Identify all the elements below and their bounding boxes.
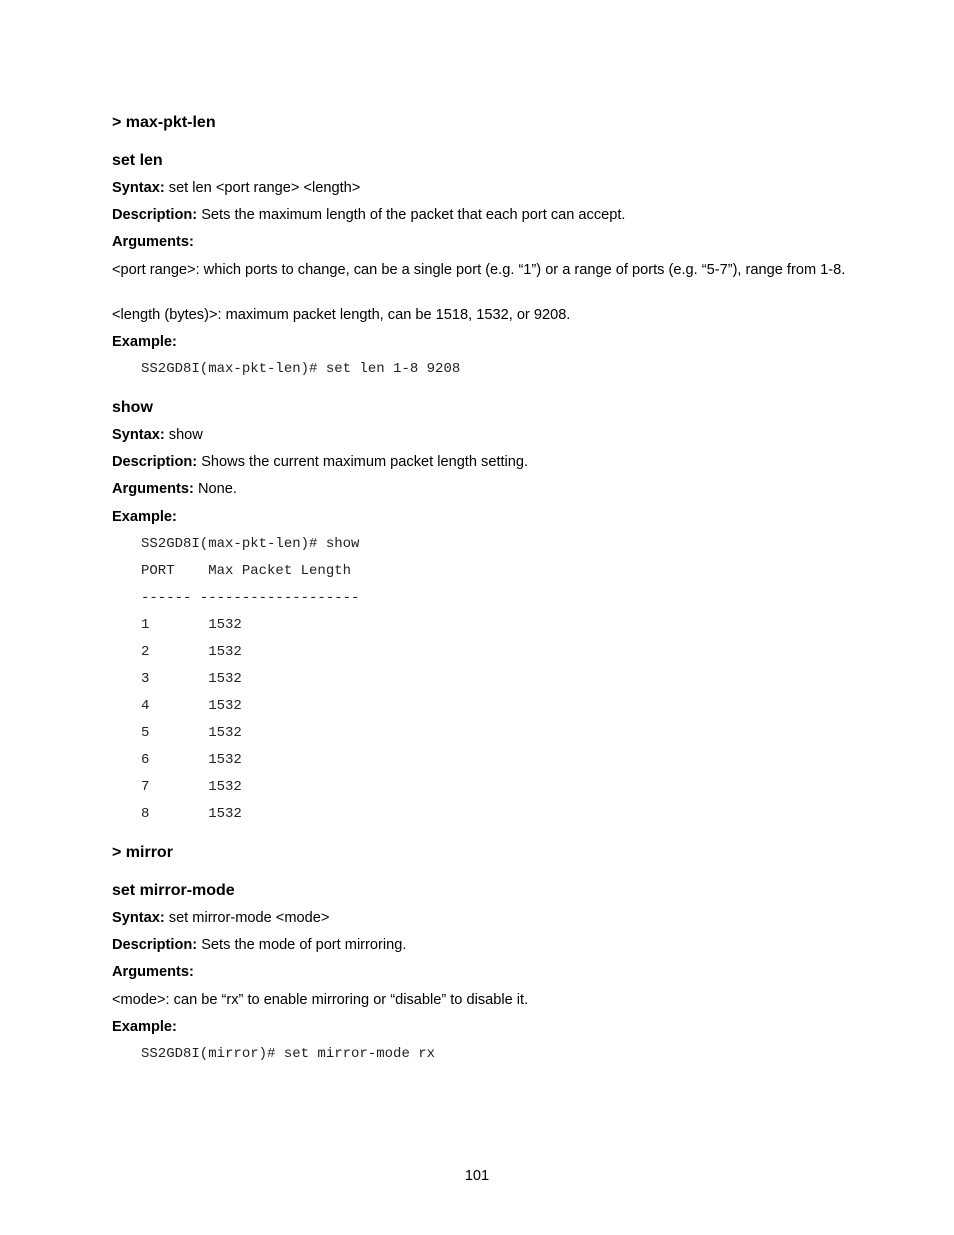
description-label: Description: [112, 937, 198, 953]
syntax-label: Syntax: [112, 910, 165, 926]
syntax-line [112, 180, 360, 197]
description-text: Sets the maximum length of the packet that each port can accept. [197, 207, 626, 223]
arguments-label: Arguments: [112, 234, 194, 250]
syntax-line [112, 427, 203, 444]
argument-mode: <mode>: can be “rx” to enable mirroring or “disable” to disable it. [112, 992, 529, 1008]
command-title-show: show [112, 399, 153, 416]
example-label: Example: [112, 509, 177, 525]
code-line: 4 1532 [141, 698, 242, 714]
description-line [112, 937, 406, 954]
code-line: 5 1532 [141, 725, 242, 741]
description-text: Shows the current maximum packet length setting. [197, 454, 529, 470]
code-line: 8 1532 [141, 806, 242, 822]
example-label: Example: [112, 1019, 177, 1035]
syntax-label: Syntax: [112, 180, 165, 196]
syntax-text: set len <port range> <length> [164, 180, 361, 196]
arguments-label: Arguments: [112, 964, 194, 980]
syntax-text: set mirror-mode <mode> [164, 910, 330, 926]
code-example: SS2GD8I(max-pkt-len)# set len 1-8 9208 [141, 361, 461, 377]
description-label: Description: [112, 454, 198, 470]
page-number: 101 [464, 1168, 490, 1184]
command-title-set-mirror-mode: set mirror-mode [112, 882, 235, 899]
argument-length: <length (bytes)>: maximum packet length, can be 1518, 1532, or 9208. [112, 307, 571, 323]
code-example: SS2GD8I(mirror)# set mirror-mode rx [141, 1046, 436, 1062]
arguments-label: Arguments: [112, 481, 194, 497]
description-label: Description: [112, 207, 198, 223]
code-line: 3 1532 [141, 671, 242, 687]
code-line: SS2GD8I(max-pkt-len)# show [141, 536, 360, 552]
syntax-text: show [164, 427, 203, 443]
code-line: 7 1532 [141, 779, 242, 795]
section-heading-max-pkt-len: > max-pkt-len [112, 114, 216, 131]
arguments-line [112, 481, 237, 498]
section-heading-mirror: > mirror [112, 844, 173, 861]
command-title-set-len: set len [112, 152, 163, 169]
code-line: 6 1532 [141, 752, 242, 768]
code-line: 1 1532 [141, 617, 242, 633]
description-line [112, 454, 528, 471]
syntax-line [112, 910, 329, 927]
description-line [112, 207, 625, 224]
example-label: Example: [112, 334, 177, 350]
code-line: 2 1532 [141, 644, 242, 660]
description-text: Sets the mode of port mirroring. [197, 937, 407, 953]
arguments-text: None. [193, 481, 237, 497]
argument-port-range: <port range>: which ports to change, can be a single port (e.g. “1”) or a range of ports (e.g. “5-7”), range from 1-8. [112, 262, 846, 278]
code-line: ------ ------------------- [141, 590, 360, 606]
syntax-label: Syntax: [112, 427, 165, 443]
code-line: PORT Max Packet Length [141, 563, 352, 579]
